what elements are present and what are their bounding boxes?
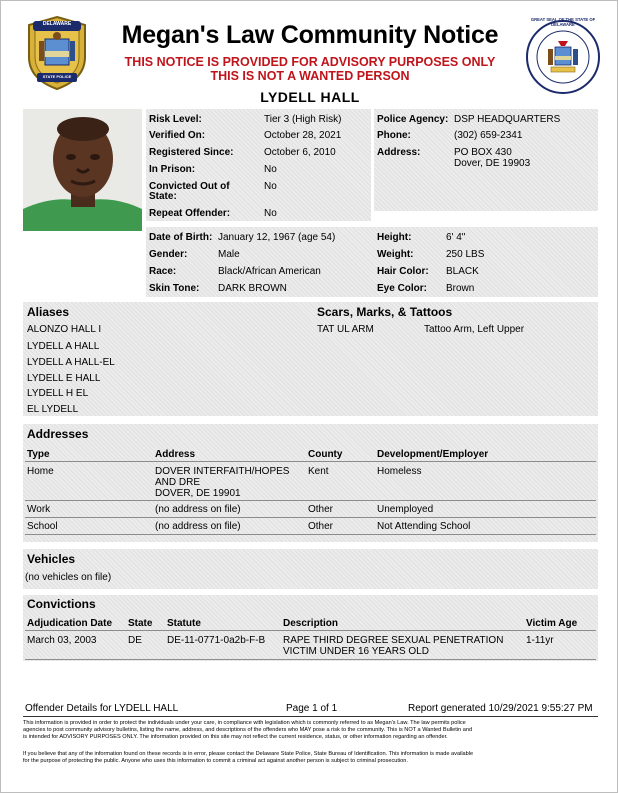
seal-text: GREAT SEAL OF THE STATE OF DELAWARE <box>530 17 596 27</box>
eye-color-value: Brown <box>446 283 475 294</box>
registered-since-value: October 6, 2010 <box>264 147 336 158</box>
address-employer: Unemployed <box>377 504 434 515</box>
vehicles-section <box>23 549 598 589</box>
address-county: Other <box>308 521 334 532</box>
convictions-header-description: Description <box>283 618 339 629</box>
vehicles-title: Vehicles <box>27 552 76 566</box>
addresses-header-address: Address <box>155 449 196 460</box>
divider <box>25 630 596 631</box>
divider <box>25 517 596 518</box>
advisory-line-2: THIS IS NOT A WANTED PERSON <box>210 69 410 83</box>
advisory-line-1: THIS NOTICE IS PROVIDED FOR ADVISORY PURPOSES ONLY <box>124 55 496 69</box>
address-employer: Not Attending School <box>377 521 471 532</box>
address-county: Other <box>308 504 334 515</box>
phone-value: (302) 659-2341 <box>454 130 523 141</box>
weight-label: Weight: <box>377 249 414 260</box>
disclaimer-line: If you believe that any of the information found on these records is in error, please contact the Delaware State Police, State Bureau of Identification. This information is made available <box>23 751 474 757</box>
disclaimer-line: is intended for ADVISORY PURPOSES ONLY. The information provided on this site may not reflect the current residence, status, or other information regarding an offender. <box>23 734 448 740</box>
badge-bottom-text: STATE POLICE <box>42 74 72 79</box>
page-title: Megan's Law Community Notice <box>121 21 499 49</box>
in-prison-value: No <box>264 164 277 175</box>
alias-item: LYDELL H EL <box>27 388 89 399</box>
verified-on-label: Verified On: <box>149 130 206 141</box>
aliases-title: Aliases <box>27 305 70 319</box>
divider <box>25 659 596 660</box>
offender-name: LYDELL HALL <box>260 89 360 105</box>
skin-tone-label: Skin Tone: <box>149 283 200 294</box>
hair-color-value: BLACK <box>446 266 479 277</box>
agency-address-line-1: PO BOX 430 <box>454 147 512 158</box>
alias-item: LYDELL A HALL-EL <box>27 357 115 368</box>
convicted-out-label-2: State: <box>149 191 177 202</box>
repeat-offender-label: Repeat Offender: <box>149 208 231 219</box>
race-value: Black/African American <box>218 266 321 277</box>
conviction-statute: DE-11-0771-0a2b-F-B <box>167 635 266 646</box>
convictions-header-state: State <box>128 618 153 629</box>
physical-panel <box>146 227 598 297</box>
conviction-state: DE <box>128 635 142 646</box>
badge-top-text: DELAWARE <box>42 21 72 27</box>
convicted-out-value: No <box>264 181 277 192</box>
address-county: Kent <box>308 466 329 477</box>
alias-item: EL LYDELL <box>27 404 79 415</box>
alias-item: LYDELL E HALL <box>27 373 101 384</box>
address-line: AND DRE <box>155 477 201 488</box>
scar-description: Tattoo Arm, Left Upper <box>424 324 525 335</box>
agency-address-line-2: Dover, DE 19903 <box>454 158 531 169</box>
disclaimer-line: agencies to post community advisory bulletins, listing the name, address, and descriptions of the offenders who MAY pose a risk to the community. This is NOT a Wanted Bulletin and <box>23 727 473 733</box>
verified-on-value: October 28, 2021 <box>264 130 342 141</box>
registered-since-label: Registered Since: <box>149 147 234 158</box>
phone-label: Phone: <box>377 130 411 141</box>
dob-label: Date of Birth: <box>149 232 213 243</box>
address-type: School <box>27 521 58 532</box>
convictions-header-statute: Statute <box>167 618 201 629</box>
disclaimer-line: This information is provided in order to protect the individuals under your care, in compliance with legislation which is commonly referred to as Megan's Law. The law permits police <box>23 720 466 726</box>
address-line: DOVER INTERFAITH/HOPES <box>155 466 290 477</box>
addresses-header-type: Type <box>27 449 50 460</box>
footer-page-number: Page 1 of 1 <box>286 703 338 714</box>
scars-title: Scars, Marks, & Tattoos <box>317 305 453 319</box>
convictions-title: Convictions <box>27 597 96 611</box>
divider <box>25 534 596 535</box>
dob-value: January 12, 1967 (age 54) <box>218 232 336 243</box>
eye-color-label: Eye Color: <box>377 283 428 294</box>
alias-item: LYDELL A HALL <box>27 341 100 352</box>
gender-label: Gender: <box>149 249 188 260</box>
address-employer: Homeless <box>377 466 422 477</box>
scar-code: TAT UL ARM <box>317 324 374 335</box>
address-line: (no address on file) <box>155 521 241 532</box>
conviction-date: March 03, 2003 <box>27 635 97 646</box>
footer-divider <box>23 716 598 717</box>
weight-value: 250 LBS <box>446 249 485 260</box>
address-type: Home <box>27 466 54 477</box>
conviction-description: RAPE THIRD DEGREE SEXUAL PENETRATION <box>283 635 504 646</box>
alias-item: ALONZO HALL I <box>27 324 102 335</box>
gender-value: Male <box>218 249 240 260</box>
repeat-offender-value: No <box>264 208 277 219</box>
convictions-header-date: Adjudication Date <box>27 618 113 629</box>
delaware-seal-icon <box>525 19 601 95</box>
conviction-description: VICTIM UNDER 16 YEARS OLD <box>283 646 429 657</box>
vehicles-empty: (no vehicles on file) <box>25 572 112 583</box>
addresses-header-employer: Development/Employer <box>377 449 489 460</box>
in-prison-label: In Prison: <box>149 164 196 175</box>
race-label: Race: <box>149 266 177 277</box>
hair-color-label: Hair Color: <box>377 266 429 277</box>
divider <box>25 461 596 462</box>
divider <box>25 500 596 501</box>
footer-generated: Report generated 10/29/2021 9:55:27 PM <box>408 703 593 714</box>
risk-level-label: Risk Level: <box>149 114 202 125</box>
police-agency-label: Police Agency: <box>377 114 449 125</box>
address-type: Work <box>27 504 51 515</box>
address-line: (no address on file) <box>155 504 241 515</box>
disclaimer-line: for the purpose of protecting the public. Anyone who uses this information to commit a criminal act against another person is subject to criminal prosecution. <box>23 758 408 764</box>
addresses-title: Addresses <box>27 427 89 441</box>
convicted-out-label-1: Convicted Out of <box>149 181 230 192</box>
footer-offender-details: Offender Details for LYDELL HALL <box>25 703 179 714</box>
address-line: DOVER, DE 19901 <box>155 488 241 499</box>
offender-photo <box>23 109 142 231</box>
height-label: Height: <box>377 232 412 243</box>
addresses-header-county: County <box>308 449 343 460</box>
agency-address-label: Address: <box>377 147 421 158</box>
convictions-header-victim-age: Victim Age <box>526 618 578 629</box>
height-value: 6' 4" <box>446 232 466 243</box>
risk-level-value: Tier 3 (High Risk) <box>264 114 342 125</box>
police-agency-value: DSP HEADQUARTERS <box>454 114 561 125</box>
skin-tone-value: DARK BROWN <box>218 283 287 294</box>
conviction-victim-age: 1-11yr <box>526 635 554 646</box>
